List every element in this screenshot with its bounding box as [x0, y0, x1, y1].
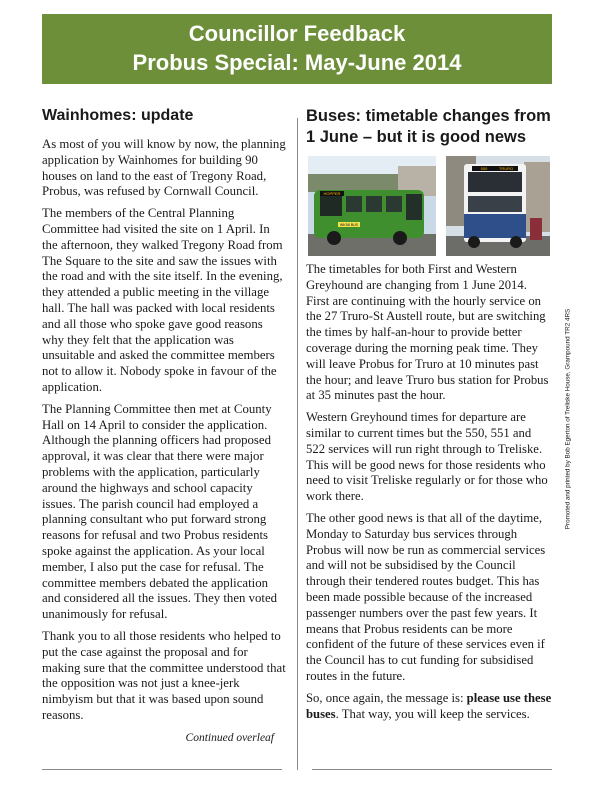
right-column [306, 100, 552, 728]
closing-paragraph [306, 691, 552, 723]
footer-rule-left [42, 769, 282, 770]
banner-title: Councillor Feedback [188, 21, 406, 46]
imprint-text: Promoted and printed by Bob Egerton of Treliske House, Grampound TR2 4RS [564, 308, 572, 530]
double-decker-photo [446, 156, 550, 256]
footer-rule-right [312, 769, 552, 770]
banner-subtitle: Probus Special: May-June 2014 [132, 50, 462, 75]
left-column [42, 100, 286, 744]
column-divider [297, 118, 298, 770]
bus1-destination: HOPPER [323, 191, 341, 196]
imprint-notice [562, 294, 574, 544]
closing-suffix: . That way, you will keep the services. [335, 706, 530, 721]
continued-overleaf: Continued overleaf [185, 731, 274, 744]
left-paragraph: Thank you to all those residents who helped to put the case against the proposal and for making sure that the committee understood that the opposition was not just a knee-jerk nimbyism but that it was based upon sound reasons. [42, 628, 286, 722]
bus2-route: 550 [480, 166, 488, 171]
left-paragraph: The Planning Committee then met at County Hall on 14 April to consider the application. Although the planning officers had proposed approval, it was clear that there were major problems with the application, particularly around the highways and school capacity issues. The parish council had employed a planning consultant who put forward strong reasons for refusal and two Probus residents spoke against the application. As your local member, I also put the case for refusal. The committee members debated the application and considered all the issues. They then voted unanimously for refusal. [42, 401, 278, 622]
right-paragraph: Western Greyhound times for departure are similar to current times but the 550, 551 and 522 services will run right through to Treliske. This will be good news for those residents who need to visit Treliske regularly or for those who work there. [306, 410, 548, 504]
closing-emphasis: please use these buses [306, 690, 552, 721]
green-bus-photo [308, 156, 436, 256]
newsletter-banner [42, 14, 552, 84]
left-paragraph: The members of the Central Planning Committee had visited the site on 1 April. In the afternoon, they walked Tregony Road from The Square to the site and saw the issues with the road and with the site itself. In the evening, they attended a public meeting in the village hall. The hall was packed with local residents and all those who spoke gave good reasons why they felt that the application was unsuitable and asked the committee members not to allow it. Nobody spoke in favour of the application. [42, 206, 283, 394]
closing-prefix: So, once again, the message is: [306, 690, 467, 705]
right-paragraph: The timetables for both First and Western Greyhound are changing from 1 June 2014. First are continuing with the hourly service on the 27 Truro-St Austell route, but are switching the times by half-an-hour to provide better coverage during the morning peak time. They will leave Probus for Truro at 10 minutes past the hour; and leave Truro bus station for Probus at 35 minutes past the hour. [306, 262, 549, 403]
left-paragraph: As most of you will know by now, the planning application by Wainhomes for building 90 houses on land to the east of Tregony Road, Probus, was refused by Cornwall Council. [42, 137, 286, 199]
bus1-plate: WK58 BUS [339, 223, 359, 227]
bus2-destination: TRURO [498, 166, 514, 171]
right-paragraph: The other good news is that all of the daytime, Monday to Saturday bus services through Probus will now be run as commercial services and will not be subsidised by the Council through their tendered routes budget. This has been made possible because of the increased passenger numbers over the past few years. It means that Probus residents can be more confident of the future of these services even if the Council has to cut funding for subsidised routes in the future. [306, 510, 546, 683]
buses-heading: Buses: timetable changes from 1 June – but it is good news [306, 107, 551, 146]
wainhomes-heading: Wainhomes: update [42, 107, 194, 124]
bus-photos [306, 156, 552, 258]
